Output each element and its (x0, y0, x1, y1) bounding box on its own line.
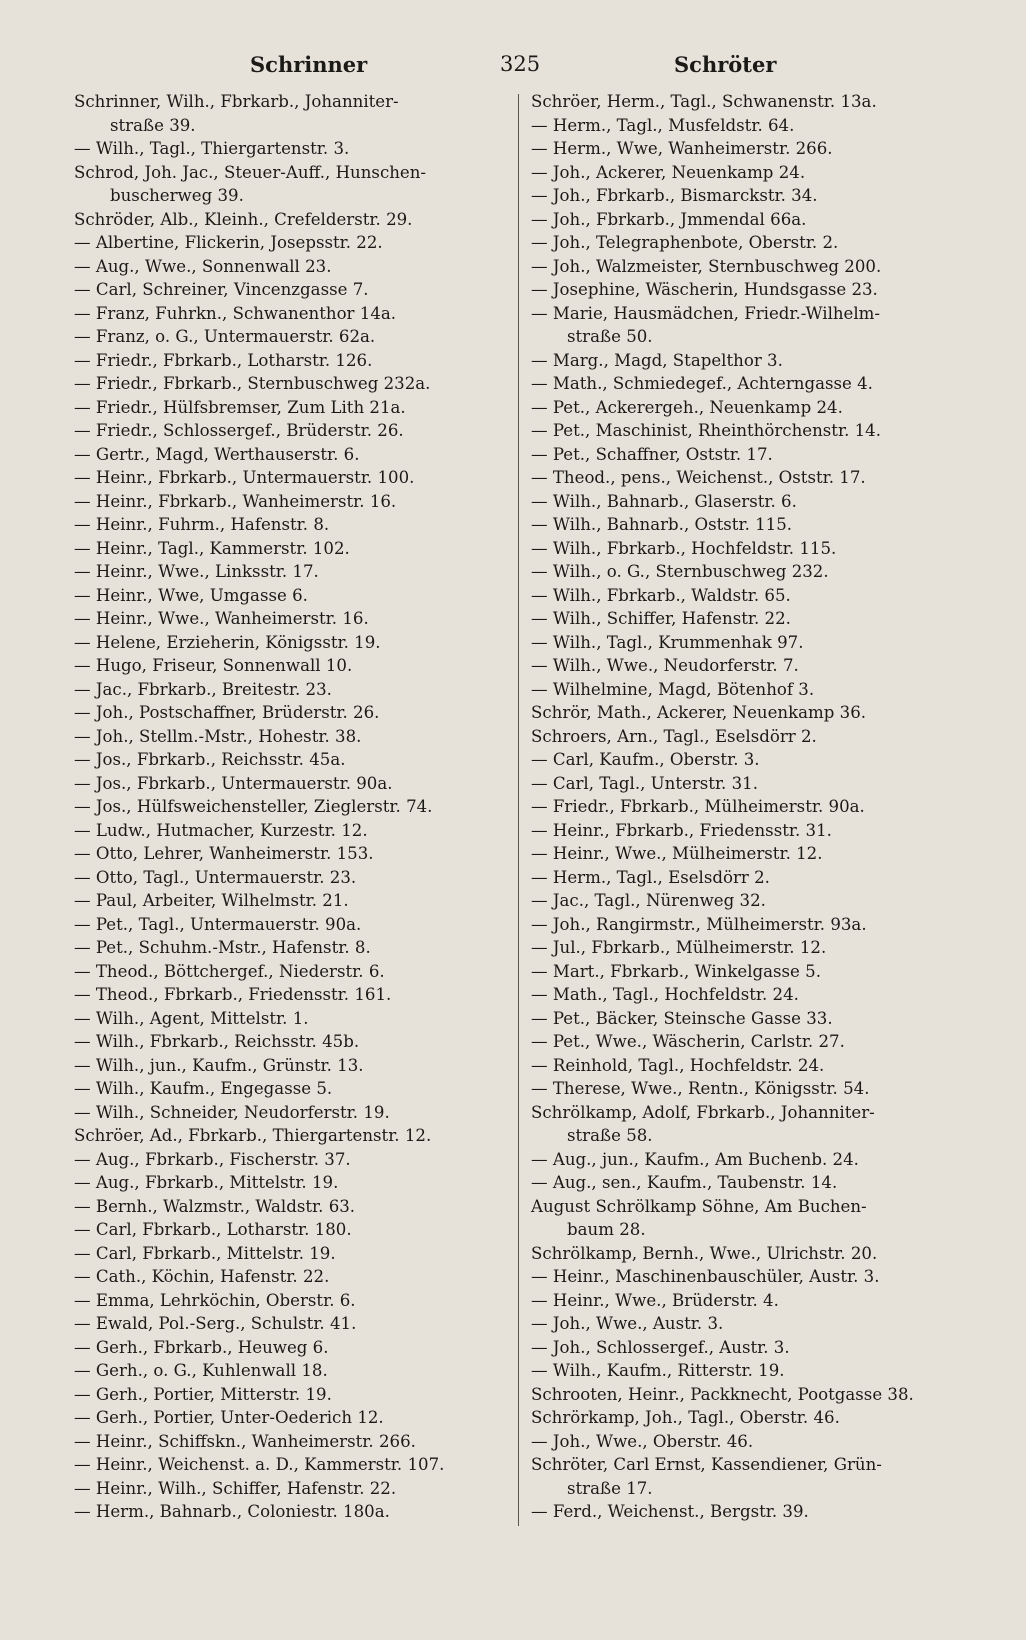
directory-entry: Schröer, Ad., Fbrkarb., Thiergartenstr. 12. (74, 1126, 432, 1145)
directory-entry: — Friedr., Fbrkarb., Sternbuschweg 232a. (74, 374, 431, 393)
directory-entry: — Heinr., Fbrkarb., Friedensstr. 31. (531, 820, 832, 840)
directory-entry: — Heinr., Wwe., Brüderstr. 4. (531, 1290, 779, 1310)
directory-entry: — Herm., Tagl., Musfeldstr. 64. (531, 115, 795, 135)
directory-entry: — Jac., Tagl., Nürenweg 32. (531, 891, 766, 910)
directory-entry: — Wilh., Fbrkarb., Waldstr. 65. (531, 585, 791, 605)
directory-entry: Schrölkamp, Adolf, Fbrkarb., Johanniter- (531, 1102, 875, 1122)
directory-entry: — Otto, Tagl., Untermauerstr. 23. (74, 867, 357, 887)
directory-entry: Schröer, Herm., Tagl., Schwanenstr. 13a. (531, 92, 877, 111)
directory-entry: — Wilh., Bahnarb., Oststr. 115. (531, 515, 793, 534)
directory-entry: — Joh., Postschaffner, Brüderstr. 26. (74, 703, 380, 722)
directory-entry: — Math., Schmiedegef., Achterngasse 4. (531, 374, 873, 393)
directory-entry: — Friedr., Schlossergef., Brüderstr. 26. (74, 421, 404, 440)
directory-entry: Schrooten, Heinr., Packknecht, Pootgasse 38. (531, 1384, 914, 1404)
directory-entry: — Heinr., Wwe., Linksstr. 17. (74, 562, 319, 581)
directory-entry: — Therese, Wwe., Rentn., Königsstr. 54. (531, 1079, 870, 1098)
directory-entry: — Joh., Telegraphenbote, Oberstr. 2. (531, 233, 839, 252)
directory-entry: — Carl, Fbrkarb., Mittelstr. 19. (74, 1243, 336, 1263)
directory-entry: — Herm., Wwe, Wanheimerstr. 266. (531, 139, 833, 158)
columns (74, 90, 974, 1526)
directory-entry: — Friedr., Fbrkarb., Lotharstr. 126. (74, 350, 373, 370)
directory-entry: Schrod, Joh. Jac., Steuer-Auff., Hunschen- (74, 162, 427, 182)
directory-entry: — Ferd., Weichenst., Bergstr. 39. (531, 1502, 809, 1521)
page-number: 325 (500, 52, 541, 76)
directory-entry: straße 50. (567, 327, 653, 346)
directory-entry: — Heinr., Wwe., Mülheimerstr. 12. (531, 844, 823, 863)
directory-entry: — Math., Tagl., Hochfeldstr. 24. (531, 985, 799, 1004)
directory-entry: — Jos., Fbrkarb., Untermauerstr. 90a. (74, 773, 393, 793)
directory-entry: — Jos., Fbrkarb., Reichsstr. 45a. (74, 750, 346, 769)
directory-entry: — Wilh., Bahnarb., Glaserstr. 6. (531, 491, 797, 511)
directory-entry: — Pet., Ackerergeh., Neuenkamp 24. (531, 397, 843, 417)
directory-entry: — Wilh., Fbrkarb., Reichsstr. 45b. (74, 1032, 360, 1051)
directory-entry: — Bernh., Walzmstr., Waldstr. 63. (74, 1196, 356, 1216)
directory-entry: buscherweg 39. (110, 186, 244, 205)
directory-entry: — Jac., Fbrkarb., Breitestr. 23. (74, 679, 332, 699)
directory-entry: straße 17. (567, 1478, 653, 1498)
directory-entry: — Pet., Tagl., Untermauerstr. 90a. (74, 914, 362, 934)
directory-entry: — Carl, Schreiner, Vincenzgasse 7. (74, 280, 369, 299)
directory-entry: — Wilh., o. G., Sternbuschweg 232. (531, 562, 829, 581)
directory-entry: — Theod., Fbrkarb., Friedensstr. 161. (74, 985, 392, 1004)
directory-entry: — Albertine, Flickerin, Josepsstr. 22. (74, 233, 383, 252)
header-right-keyword: Schröter (674, 52, 777, 77)
directory-entry: — Heinr., Wwe, Umgasse 6. (74, 585, 308, 605)
page-header (74, 46, 974, 90)
directory-entry: — Heinr., Schiffskn., Wanheimerstr. 266. (74, 1431, 416, 1451)
directory-entry: Schroers, Arn., Tagl., Eselsdörr 2. (531, 726, 817, 746)
directory-entry: — Pet., Schaffner, Oststr. 17. (531, 444, 773, 464)
directory-entry: — Joh., Walzmeister, Sternbuschweg 200. (531, 256, 882, 276)
directory-entry: — Heinr., Wwe., Wanheimerstr. 16. (74, 609, 369, 628)
directory-entry: — Theod., Böttchergef., Niederstr. 6. (74, 961, 385, 981)
header-left-keyword: Schrinner (250, 52, 368, 77)
directory-entry: — Joh., Wwe., Oberstr. 46. (531, 1431, 754, 1451)
directory-entry: — Joh., Wwe., Austr. 3. (531, 1314, 724, 1333)
left-column (74, 90, 518, 1526)
directory-entry: — Friedr., Hülfsbremser, Zum Lith 21a. (74, 397, 406, 417)
directory-entry: — Wilh., jun., Kaufm., Grünstr. 13. (74, 1055, 364, 1075)
directory-entry: — Jos., Hülfsweichensteller, Zieglerstr. 74. (74, 797, 433, 816)
directory-entry: — Wilh., Schneider, Neudorferstr. 19. (74, 1102, 390, 1122)
directory-entry: — Wilh., Wwe., Neudorferstr. 7. (531, 656, 799, 675)
directory-entry: — Gerh., Portier, Mitterstr. 19. (74, 1384, 332, 1404)
directory-entry: — Heinr., Wilh., Schiffer, Hafenstr. 22. (74, 1478, 397, 1498)
directory-entry: — Aug., Fbrkarb., Fischerstr. 37. (74, 1149, 351, 1169)
directory-entry: — Joh., Schlossergef., Austr. 3. (531, 1337, 790, 1357)
directory-entry: — Franz, o. G., Untermauerstr. 62a. (74, 327, 376, 346)
directory-entry: straße 58. (567, 1126, 653, 1145)
directory-entry: — Herm., Tagl., Eselsdörr 2. (531, 867, 770, 887)
directory-entry: — Wilh., Fbrkarb., Hochfeldstr. 115. (531, 538, 837, 558)
directory-entry: — Herm., Bahnarb., Coloniestr. 180a. (74, 1502, 390, 1521)
directory-entry: — Wilhelmine, Magd, Bötenhof 3. (531, 679, 815, 699)
directory-entry: — Gertr., Magd, Werthauserstr. 6. (74, 444, 360, 464)
directory-entry: — Wilh., Schiffer, Hafenstr. 22. (531, 609, 791, 628)
directory-entry: — Ludw., Hutmacher, Kurzestr. 12. (74, 820, 368, 840)
directory-entry: — Hugo, Friseur, Sonnenwall 10. (74, 656, 353, 675)
directory-entry: — Wilh., Tagl., Krummenhak 97. (531, 632, 804, 652)
directory-entry: — Emma, Lehrköchin, Oberstr. 6. (74, 1290, 356, 1310)
directory-entry: Schrör, Math., Ackerer, Neuenkamp 36. (531, 703, 867, 722)
directory-entry: — Pet., Schuhm.-Mstr., Hafenstr. 8. (74, 938, 371, 957)
directory-entry: — Aug., sen., Kaufm., Taubenstr. 14. (531, 1173, 838, 1192)
directory-entry: — Mart., Fbrkarb., Winkelgasse 5. (531, 961, 821, 981)
directory-entry: — Heinr., Fuhrm., Hafenstr. 8. (74, 515, 330, 534)
directory-entry: Schrörkamp, Joh., Tagl., Oberstr. 46. (531, 1408, 840, 1427)
directory-entry: August Schrölkamp Söhne, Am Buchen- (531, 1196, 867, 1216)
right-column (519, 90, 963, 1526)
directory-entry: straße 39. (110, 115, 196, 135)
directory-entry: — Joh., Stellm.-Mstr., Hohestr. 38. (74, 726, 362, 746)
directory-entry: Schröder, Alb., Kleinh., Crefelderstr. 29. (74, 209, 413, 229)
directory-entry: — Helene, Erzieherin, Königsstr. 19. (74, 632, 381, 652)
directory-entry: — Wilh., Kaufm., Ritterstr. 19. (531, 1361, 785, 1380)
directory-entry: — Pet., Wwe., Wäscherin, Carlstr. 27. (531, 1032, 845, 1051)
directory-entry: — Gerh., o. G., Kuhlenwall 18. (74, 1361, 328, 1380)
directory-entry: — Gerh., Fbrkarb., Heuweg 6. (74, 1337, 329, 1357)
directory-entry: — Heinr., Maschinenbauschüler, Austr. 3. (531, 1267, 880, 1286)
directory-entry: — Carl, Tagl., Unterstr. 31. (531, 773, 758, 793)
directory-entry: baum 28. (567, 1220, 646, 1239)
directory-entry: — Heinr., Fbrkarb., Untermauerstr. 100. (74, 468, 415, 487)
directory-entry: — Joh., Ackerer, Neuenkamp 24. (531, 162, 806, 182)
directory-entry: — Marg., Magd, Stapelthor 3. (531, 350, 783, 370)
directory-entry: — Paul, Arbeiter, Wilhelmstr. 21. (74, 891, 349, 910)
directory-entry: — Joh., Rangirmstr., Mülheimerstr. 93a. (531, 914, 867, 934)
directory-entry: — Aug., Wwe., Sonnenwall 23. (74, 256, 332, 276)
directory-entry: — Cath., Köchin, Hafenstr. 22. (74, 1267, 330, 1286)
directory-entry: — Josephine, Wäscherin, Hundsgasse 23. (531, 280, 878, 299)
directory-entry: — Theod., pens., Weichenst., Oststr. 17. (531, 468, 866, 487)
directory-entry: — Joh., Fbrkarb., Bismarckstr. 34. (531, 186, 818, 205)
directory-entry: — Wilh., Agent, Mittelstr. 1. (74, 1008, 309, 1028)
directory-entry: — Jul., Fbrkarb., Mülheimerstr. 12. (531, 938, 827, 957)
directory-entry: — Aug., Fbrkarb., Mittelstr. 19. (74, 1173, 339, 1192)
directory-entry: — Heinr., Tagl., Kammerstr. 102. (74, 538, 350, 558)
directory-entry: — Gerh., Portier, Unter-Oederich 12. (74, 1408, 384, 1427)
directory-entry: — Otto, Lehrer, Wanheimerstr. 153. (74, 844, 374, 863)
directory-entry: — Wilh., Tagl., Thiergartenstr. 3. (74, 139, 350, 158)
directory-entry: — Joh., Fbrkarb., Jmmendal 66a. (531, 209, 807, 229)
directory-entry: Schrinner, Wilh., Fbrkarb., Johanniter- (74, 92, 399, 111)
directory-entry: Schröter, Carl Ernst, Kassendiener, Grün- (531, 1455, 882, 1474)
directory-entry: — Friedr., Fbrkarb., Mülheimerstr. 90a. (531, 797, 865, 816)
directory-entry: — Pet., Maschinist, Rheinthörchenstr. 14. (531, 421, 882, 440)
directory-entry: — Franz, Fuhrkn., Schwanenthor 14a. (74, 303, 397, 323)
directory-entry: — Carl, Fbrkarb., Lotharstr. 180. (74, 1220, 352, 1239)
directory-entry: — Reinhold, Tagl., Hochfeldstr. 24. (531, 1055, 825, 1075)
directory-entry: — Aug., jun., Kaufm., Am Buchenb. 24. (531, 1149, 859, 1169)
directory-entry: — Carl, Kaufm., Oberstr. 3. (531, 750, 760, 769)
directory-entry: — Marie, Hausmädchen, Friedr.-Wilhelm- (531, 303, 881, 323)
directory-entry: — Heinr., Fbrkarb., Wanheimerstr. 16. (74, 491, 397, 511)
directory-entry: — Heinr., Weichenst. a. D., Kammerstr. 107. (74, 1455, 445, 1474)
directory-entry: — Ewald, Pol.-Serg., Schulstr. 41. (74, 1314, 357, 1333)
directory-entry: — Pet., Bäcker, Steinsche Gasse 33. (531, 1008, 833, 1028)
directory-entry: — Wilh., Kaufm., Engegasse 5. (74, 1079, 333, 1098)
directory-entry: Schrölkamp, Bernh., Wwe., Ulrichstr. 20. (531, 1243, 878, 1263)
